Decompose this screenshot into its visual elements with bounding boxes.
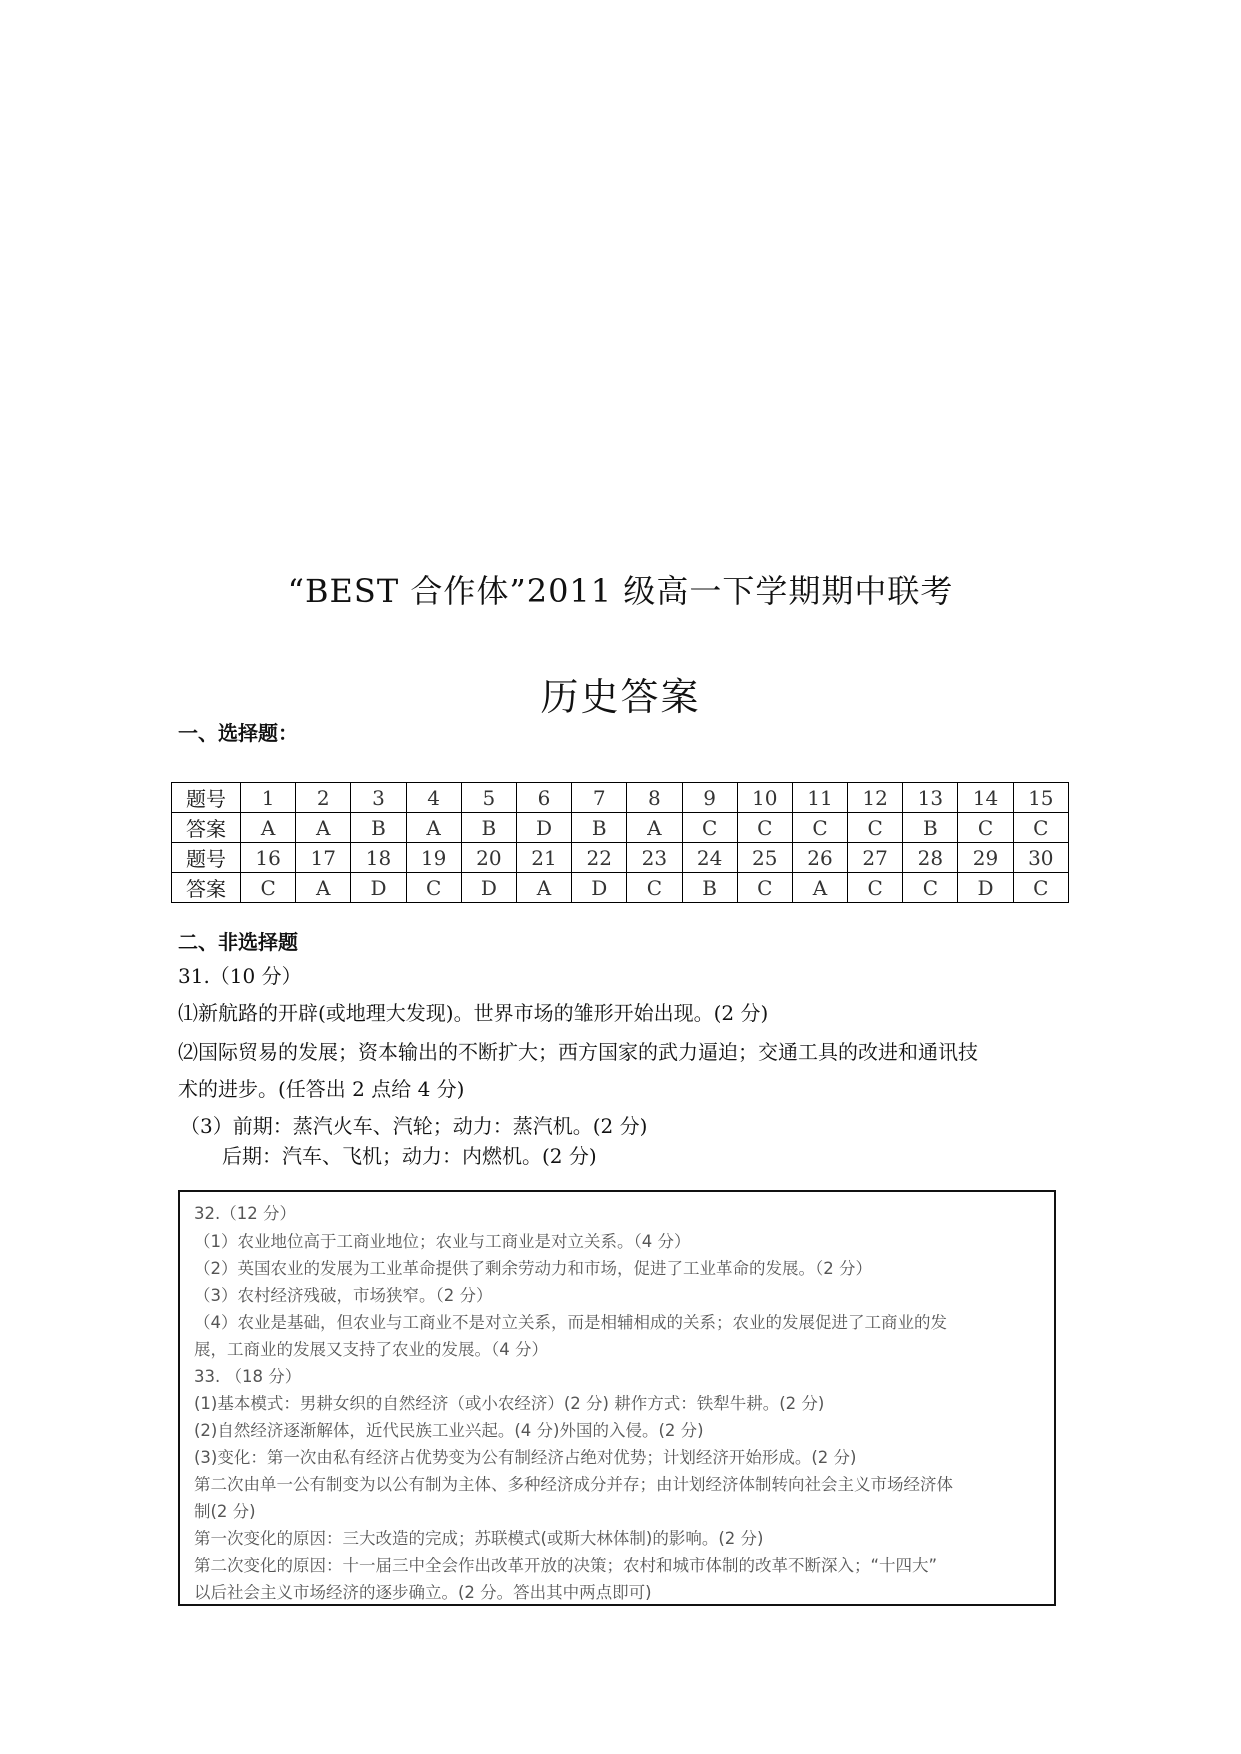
answer-cell: D [958,873,1013,903]
answer-cell: C [737,873,792,903]
q33-part3-second-cont: 制(2 分) [194,1502,256,1521]
answer-cell: C [903,873,958,903]
answer-cell: A [241,813,296,843]
question-cell: 11 [792,783,847,813]
answer-cell: B [461,813,516,843]
question-cell: 19 [406,843,461,873]
question-cell: 17 [296,843,351,873]
answer-cell: C [241,873,296,903]
section-heading-choice: 一、选择题： [178,721,298,745]
q31-part3-cont: 后期：汽车、飞机；动力：内燃机。(2 分) [222,1144,597,1168]
answer-row [172,813,1069,843]
answer-cell: A [627,813,682,843]
answer-cell: D [516,813,571,843]
question-cell: 23 [627,843,682,873]
q32-part4-cont: 展，工商业的发展又支持了农业的发展。（4 分） [194,1340,548,1359]
question-cell: 7 [572,783,627,813]
question-cell: 14 [958,783,1013,813]
question-cell: 26 [792,843,847,873]
question-cell: 22 [572,843,627,873]
question-cell: 10 [737,783,792,813]
question-cell: 12 [848,783,903,813]
question-cell: 6 [516,783,571,813]
question-cell: 21 [516,843,571,873]
q33-part3-second: 第二次由单一公有制变为以公有制为主体、多种经济成分并存；由计划经济体制转向社会主义市场经济体 [194,1475,953,1494]
answer-cell: C [737,813,792,843]
q33-reason2-cont: 以后社会主义市场经济的逐步确立。(2 分。答出其中两点即可) [194,1583,652,1602]
answer-cell: A [516,873,571,903]
answer-cell: B [351,813,406,843]
question-cell: 28 [903,843,958,873]
q33-heading: 33. （18 分） [194,1367,302,1386]
question-cell: 24 [682,843,737,873]
question-cell: 9 [682,783,737,813]
q31-heading: 31.（10 分） [178,964,302,988]
q33-part2: (2)自然经济逐渐解体，近代民族工业兴起。(4 分)外国的入侵。(2 分) [194,1421,704,1440]
q33-part3: (3)变化：第一次由私有经济占优势变为公有制经济占绝对优势；计划经济开始形成。(2 分) [194,1448,857,1467]
answer-cell: C [958,813,1013,843]
answer-cell: D [572,873,627,903]
answer-cell: B [903,813,958,843]
answer-cell: B [682,873,737,903]
q33-part1: (1)基本模式：男耕女织的自然经济（或小农经济）(2 分) 耕作方式：铁犁牛耕。(2 分) [194,1394,825,1413]
answer-row-label: 答案 [172,813,241,843]
question-cell: 3 [351,783,406,813]
exam-title: “BEST 合作体”2011 级高一下学期期中联考 [287,572,954,610]
answer-cell: A [406,813,461,843]
answer-cell: C [848,813,903,843]
answer-box-32-33 [178,1190,1056,1606]
q32-part2: （2）英国农业的发展为工业革命提供了剩余劳动力和市场，促进了工业革命的发展。（2 分） [194,1259,872,1278]
answer-cell: A [296,813,351,843]
question-cell: 18 [351,843,406,873]
q32-part1: （1）农业地位高于工商业地位；农业与工商业是对立关系。（4 分） [194,1232,691,1251]
q32-heading: 32.（12 分） [194,1204,296,1223]
question-cell: 27 [848,843,903,873]
q33-reason1: 第一次变化的原因：三大改造的完成；苏联模式(或斯大林体制)的影响。(2 分) [194,1529,764,1548]
question-cell: 4 [406,783,461,813]
question-cell: 30 [1013,843,1068,873]
q32-part3: （3）农村经济残破，市场狭窄。（2 分） [194,1286,493,1305]
question-cell: 20 [461,843,516,873]
question-cell: 2 [296,783,351,813]
answer-cell: C [627,873,682,903]
answer-cell: A [296,873,351,903]
question-row-label: 题号 [172,783,241,813]
question-cell: 25 [737,843,792,873]
question-row [172,843,1069,873]
answer-cell: C [406,873,461,903]
answer-cell: C [792,813,847,843]
question-row-label: 题号 [172,843,241,873]
section-heading-nonchoice: 二、非选择题 [178,930,298,954]
answer-title: 历史答案 [540,675,701,719]
question-cell: 16 [241,843,296,873]
question-cell: 15 [1013,783,1068,813]
answer-table [171,782,1069,903]
question-row [172,783,1069,813]
answer-cell: C [1013,873,1068,903]
answer-cell: D [461,873,516,903]
q31-part3: （3）前期：蒸汽火车、汽轮；动力：蒸汽机。(2 分) [180,1114,648,1138]
q31-part2-cont: 术的进步。(任答出 2 点给 4 分) [178,1077,465,1101]
q31-part2: ⑵国际贸易的发展；资本输出的不断扩大；西方国家的武力逼迫；交通工具的改进和通讯技 [178,1040,978,1064]
q33-reason2: 第二次变化的原因：十一届三中全会作出改革开放的决策；农村和城市体制的改革不断深入；“十四大” [194,1556,938,1575]
answer-row [172,873,1069,903]
answer-cell: B [572,813,627,843]
answer-cell: A [792,873,847,903]
question-cell: 29 [958,843,1013,873]
question-cell: 8 [627,783,682,813]
question-cell: 5 [461,783,516,813]
answer-cell: C [1013,813,1068,843]
q31-part1: ⑴新航路的开辟(或地理大发现)。世界市场的雏形开始出现。(2 分) [178,1001,769,1025]
question-cell: 13 [903,783,958,813]
answer-cell: D [351,873,406,903]
question-cell: 1 [241,783,296,813]
answer-cell: C [682,813,737,843]
q32-part4: （4）农业是基础，但农业与工商业不是对立关系，而是相辅相成的关系；农业的发展促进了工商业的发 [194,1313,947,1332]
answer-row-label: 答案 [172,873,241,903]
answer-cell: C [848,873,903,903]
